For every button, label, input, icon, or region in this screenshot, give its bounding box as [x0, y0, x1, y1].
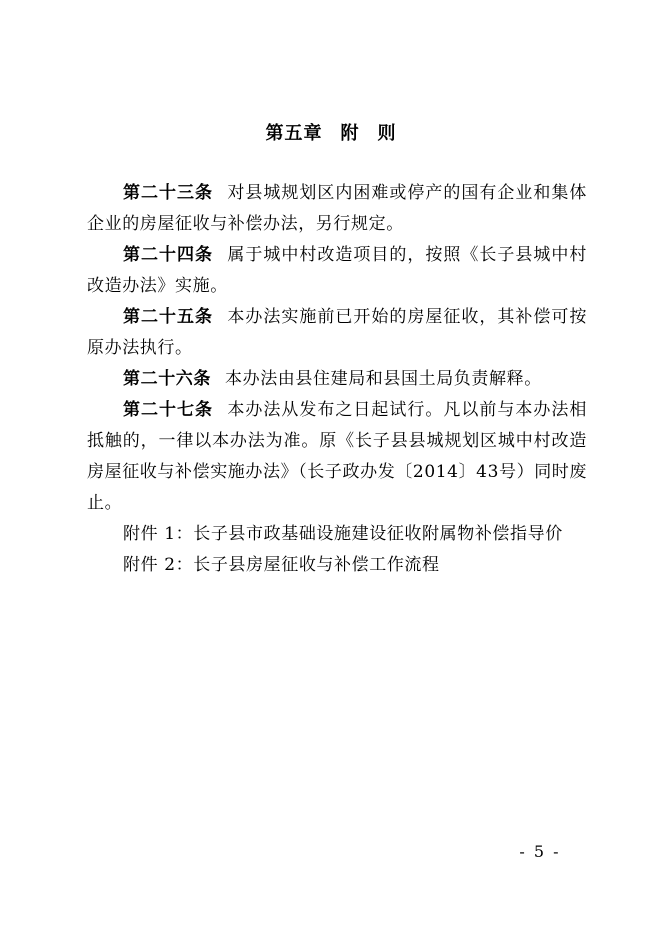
article-text: 本办法由县住建局和县国土局负责解释。 — [225, 369, 542, 389]
page-number: - 5 - — [519, 842, 561, 861]
article-number: 第二十七条 — [123, 400, 213, 420]
document-body — [87, 178, 587, 581]
attachment-1: 附件 1：长子县市政基础设施建设征收附属物补偿指导价 — [123, 524, 563, 544]
chapter-title-word-2: 则 — [377, 123, 397, 144]
article-text: 本办法从发布之日起试行。凡以前与本办法相抵触的，一律以本办法为准。原《长子县县城规划区城中村改造房屋征收与补偿实施办法》（长子政办发〔2014〕43号）同时废止。 — [87, 400, 587, 513]
article-number: 第二十四条 — [123, 245, 213, 265]
article-text: 属于城中村改造项目的，按照《长子县城中村改造办法》实施。 — [87, 245, 587, 296]
chapter-title — [0, 120, 662, 148]
article-25 — [87, 302, 587, 364]
article-26 — [87, 364, 587, 395]
article-24 — [87, 240, 587, 302]
chapter-title-number: 第五章 — [265, 123, 323, 144]
article-number: 第二十三条 — [123, 183, 213, 203]
article-27 — [87, 395, 587, 519]
article-text: 对县城规划区内困难或停产的国有企业和集体企业的房屋征收与补偿办法，另行规定。 — [87, 183, 587, 234]
article-23 — [87, 178, 587, 240]
article-text: 本办法实施前已开始的房屋征收，其补偿可按原办法执行。 — [87, 307, 587, 358]
article-number: 第二十六条 — [123, 369, 211, 389]
chapter-title-word-1: 附 — [340, 123, 360, 144]
article-number: 第二十五条 — [123, 307, 213, 327]
attachment-2: 附件 2：长子县房屋征收与补偿工作流程 — [123, 555, 440, 575]
